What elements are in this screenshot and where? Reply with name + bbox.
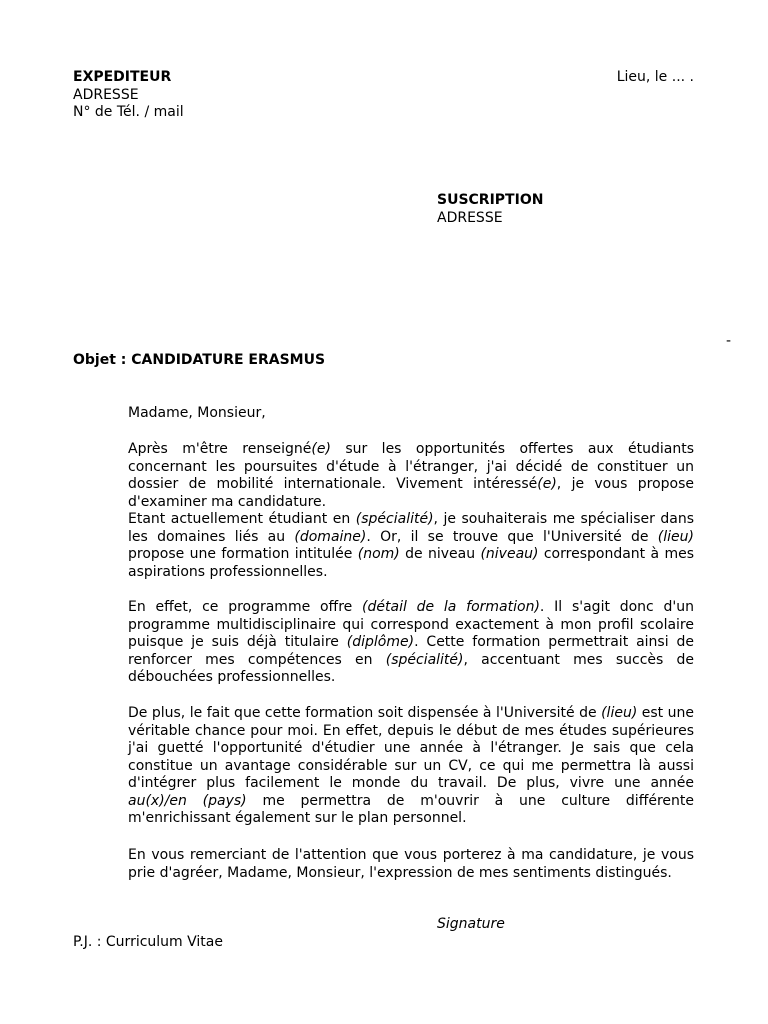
text: sur les opportunités offertes aux étudiants concernant les poursuites d'étude à l'étranger, j'ai décidé de constituer un dossier de mobilité internationale. Vivement intéressé <box>128 441 694 492</box>
text: De plus, le fait que cette formation soit dispensée à l'Université de <box>128 705 602 721</box>
subject-line: Objet : CANDIDATURE ERASMUS <box>73 352 326 368</box>
text: En effet, ce programme offre <box>128 599 363 615</box>
placeholder: (domaine) <box>294 528 367 545</box>
text: , je vous propose d'examiner ma candidature. <box>128 476 694 510</box>
text: est une véritable chance pour moi. En effet, depuis le début de mes études supérieures j'ai guetté l'opportunité d'étudier une année à l'étranger. Je sais que cela constitue un avantage considérable sur un CV, ce qui me permettra là aussi d'intégrer plus facilement le monde du travail. De plus, vivre une année <box>128 705 694 791</box>
text: correspondant à mes aspirations professionnelles. <box>128 546 694 580</box>
placeholder: au(x)/en (pays) <box>128 792 247 809</box>
attachment-note: P.J. : Curriculum Vitae <box>73 934 223 950</box>
text: de niveau <box>399 546 481 562</box>
placeholder: (spécialité) <box>385 651 464 668</box>
text: Etant actuellement étudiant en <box>128 511 356 527</box>
recipient-block <box>437 192 543 227</box>
recipient-title: SUSCRIPTION <box>437 192 544 208</box>
text: Après m'être renseigné <box>128 441 312 457</box>
paragraph-5 <box>128 847 694 882</box>
paragraph-2 <box>128 511 694 581</box>
paragraph-1 <box>128 441 694 511</box>
sender-contact: N° de Tél. / mail <box>73 104 184 120</box>
placeholder: (niveau) <box>480 546 539 562</box>
sender-address: ADRESSE <box>73 86 139 103</box>
text: me permettra de m'ouvrir à une culture différente m'enrichissant également sur le plan personnel. <box>128 792 694 826</box>
text: En vous remerciant de l'attention que vous porterez à ma candidature, je vous prie d'agréer, Madame, Monsieur, l'expression de mes sentiments distingués. <box>128 847 694 881</box>
placeholder: (e) <box>311 441 331 457</box>
text: . Il s'agit donc d'un programme multidisciplinaire qui correspond exactement à mon profil scolaire puisque je suis déjà titulaire <box>128 599 695 650</box>
signature: Signature <box>437 916 505 932</box>
placeholder: (lieu) <box>657 528 694 545</box>
placeholder: (spécialité) <box>355 511 434 527</box>
paragraph-4 <box>128 705 694 828</box>
text: propose une formation intitulée <box>128 546 358 562</box>
placeholder: (lieu) <box>601 705 638 721</box>
text: . Or, il se trouve que l'Université de <box>366 528 658 545</box>
placeholder: (nom) <box>357 546 400 562</box>
paragraph-3 <box>128 599 694 687</box>
placeholder: (diplôme) <box>346 634 415 650</box>
placeholder: (e) <box>537 476 557 492</box>
margin-mark: - <box>726 333 732 349</box>
sender-block <box>73 69 373 122</box>
text: . Cette formation permettrait ainsi de renforcer mes compétences en <box>128 634 694 668</box>
text: , accentuant mes succès de débouchées professionnelles. <box>128 651 694 685</box>
salutation: Madame, Monsieur, <box>128 405 266 421</box>
place-date: Lieu, le ... . <box>616 69 694 85</box>
sender-title: EXPEDITEUR <box>73 69 172 85</box>
recipient-address: ADRESSE <box>437 209 503 226</box>
text: , je souhaiterais me spécialiser dans les domaines liés au <box>128 511 695 545</box>
placeholder: (détail de la formation) <box>362 599 540 615</box>
